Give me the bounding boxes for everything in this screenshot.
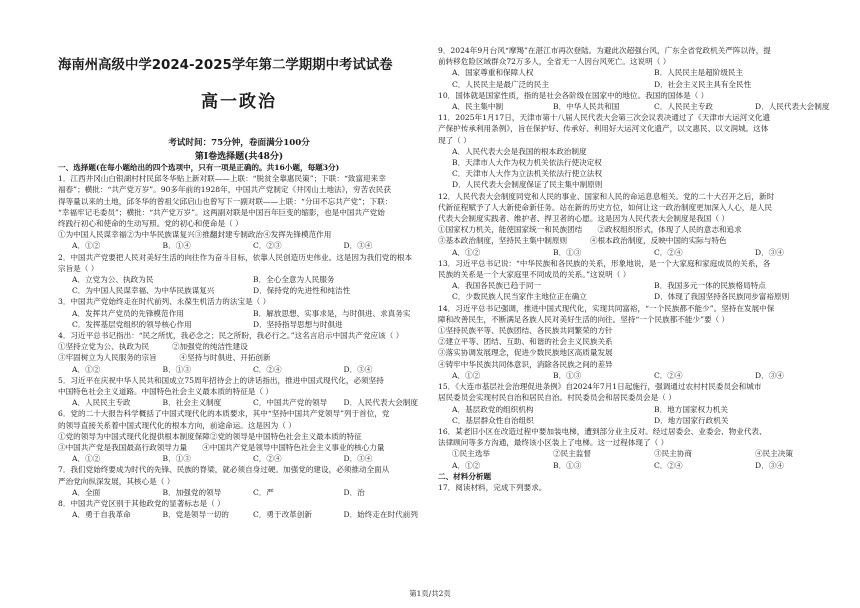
question-line: 民族的关系是一个大家庭里不同成员的关系。”这说明（ ） [438,270,631,280]
question-line: 的领导直接关系着中国式现代化的根本方向，前途命运。这是因为（ ） [58,420,296,430]
question-line: 产保护传承利用条例》，旨在保护好、传承好、利用好大运河文化遗产，以文惠民、以文润城。这体 [438,124,769,134]
answer-option: D．③④ [343,364,373,374]
question-line: 11．2025年1月17日，天津市第十八届人民代表大会第三次会议表决通过了《天津市大运河文化遗 [438,113,771,123]
question-line: 2．中国共产党要把人民对美好生活的向往作为奋斗目标，依靠人民创造历史伟业。这是因为我们党的根本 [58,252,413,262]
options-row [58,509,420,520]
answer-option: A．①② [452,460,481,470]
question-line: 终践行初心和使命的生动写照。党的初心和使命是（ ） [58,219,243,229]
options-row [438,67,842,89]
answer-option: A．基层政党的组织机构 [452,404,534,414]
answer-option: C．②④ [654,460,683,470]
question-line: 12．人民代表大会制度同党和人民的事业、国家和人民的命运息息相关。党的二十大召开之后，新时 [438,191,775,201]
answer-option: ③民主协商 [654,449,692,459]
answer-option: D．③④ [343,454,373,464]
question-line: 得等量以来的土地，邱冬华的曾祖父邱启山也曾写下一副对联——上联：“分田不忘共产党”；下联： [58,196,393,206]
answer-option: B．①③ [553,247,582,257]
part1-title: 第Ⅰ卷选择题(共48分) [194,152,284,162]
question-line: 中国特色社会主义道路。中国特色社会主义最本质的特征是（ ） [58,387,274,397]
answer-option: B．①③ [553,370,582,380]
question-block [58,375,420,409]
question-block [438,258,842,303]
question-block [438,112,842,190]
answer-option: A．①② [452,370,481,380]
answer-option: D．人民代表大会制度 [343,398,418,408]
answer-option: D．社会主义民主具有全民性 [654,79,752,89]
options-row [58,397,420,408]
question-line: 8．中国共产党区别于其他政党的显著标志是（ ） [58,499,225,509]
question-line: “幸福牢记毛委员”；横批：“共产党万岁”。这两副对联是中国百年巨变的缩影，也是中国共产党始 [58,207,385,217]
answer-option: A．民主集中制 [452,102,504,112]
question-line: 福春”；横批：“共产党万岁”。90多年前的1928年，中国共产党制定《井冈山土地法》，穷苦农民获 [58,185,391,195]
answer-option: C．人民民主专政 [654,102,713,112]
question-line: ③基本政治制度，坚持民主集中制原则 ④根本政治制度，反映中国的实际与特色 [438,236,727,246]
answer-option: A．①② [452,247,481,257]
answer-option: A．①② [72,241,101,251]
answer-option: A．①② [72,364,101,374]
question-line: 现了（ ） [438,135,471,145]
question-line: 居民委员会实现村民自治和居民自治。村民委员会和居民委员会是（ ） [438,393,676,403]
answer-option: D．坚持指导思想与时俱进 [253,319,343,329]
question-block [438,303,842,381]
answer-option: B．我国多元一体的民族格局特点 [654,281,766,291]
question-17-stem: 17．阅读材料，完成下列要求。 [438,482,547,492]
question-line: 14．习近平总书记强调，推进中国式现代化，实现共同富裕，“一个民族都不能少”。坚持在发展中保 [438,303,775,313]
question-block [438,426,842,460]
subject-title: 高一政治 [201,92,277,112]
answer-option: A．人民民主专政 [72,398,131,408]
answer-option: A．全面 [72,487,101,497]
answer-option: D．治 [343,487,365,497]
answer-option: ④民主决策 [755,449,793,459]
question-block [438,381,842,426]
section2-heading: 二、材料分析题 [438,471,492,481]
options-row [438,460,842,471]
options-row [438,370,842,381]
question-block [438,460,842,471]
answer-option: A．①② [72,454,101,464]
question-line: 10．国体就是国家性质，指的是社会各阶级在国家中的地位。我国的国体是（ ） [438,90,709,100]
question-line: ③落实协调发展理念，促进少数民族地区高质量发展 [438,348,613,358]
answer-option: B．①③ [162,454,191,464]
school-title: 海南州高级中学2024-2025学年第二学期期中考试试卷 [58,58,393,73]
answer-option: C．发挥基层党组织的领导核心作用 [72,319,192,329]
question-line: 宗旨是（ ） [58,263,99,273]
answer-option: C．②④ [253,364,282,374]
question-line: 15．《大连市基层社会治理促进条例》自2024年7月1日起施行，强调通过农村村民委员会和城市 [438,382,762,392]
question-line: 9．2024年9月台风“摩羯”在湛江市再次登陆。为避此次超强台风，广东全省党政机关严阵以待，提 [438,46,771,55]
answer-option: C．②④ [253,454,282,464]
question-block [438,45,842,90]
answer-option: A．发挥共产党员的先锋模范作用 [72,308,184,318]
options-row [438,280,842,302]
question-line: 16．某老旧小区在改造过程中要加装电梯，遭到部分业主反对。经过居委会、业委会、物业代表、 [438,426,767,436]
answer-option: B．解放思想、实事求是，与时俱进、求真务实 [253,308,411,318]
answer-option: B．党是领导一切的 [162,510,229,520]
answer-option: ①民主选举 [452,449,490,459]
answer-option: C．②③ [253,241,282,251]
exam-info: 考试时间：75分钟，卷面满分100分 [168,138,310,148]
question-line: 7．我们党始终要成为时代的先锋、民族的脊梁，就必须自身过硬。加强党的建设，必须推动全面从 [58,465,390,475]
question-line: ③中国共产党是我国最高行政领导力量 ④中国共产党是领导中国特色社会主义事业的核心力量 [58,443,385,453]
answer-option: B．加强党的领导 [162,487,222,497]
answer-option: ②民主监督 [553,449,591,459]
question-line: 6．党的二十大报告科学概括了中国式现代化的本质要求，其中“坚持中国共产党领导”列于首位，党 [58,409,390,419]
options-row [438,404,842,426]
question-block [58,296,420,330]
answer-option: C．严 [253,487,274,497]
question-list-left [58,173,420,520]
question-line: 严治党向纵深发展，其核心是（ ） [58,476,175,486]
question-line: 代新征程赋予了人大新使命新任务。站在新的历史方位，如何让这一政治制度更加深入人心，是人民 [438,202,773,212]
options-row [438,448,842,459]
answer-option: B．①③ [162,364,191,374]
question-block [58,330,420,375]
options-row [58,240,420,251]
question-block [438,191,842,258]
question-line: 前转移危险区域群众72万多人，全省无一人因台风死亡。这说明（ ） [438,57,671,67]
answer-option: D．保持党的先进性和纯洁性 [253,286,351,296]
question-line: 1．江西井冈山白银湖村村民邱冬华贴上新对联——上联：“脱贫全靠惠民策”；下联：“致富迎来幸 [58,174,386,184]
answer-option: C．为中国人民谋幸福、为中华民族谋复兴 [72,286,215,296]
answer-option: B．天津市人大作为权力机关依法行使决定权 [452,158,602,168]
question-line: ③牢固树立为人民服务的宗旨 ④坚持与时俱进、开拓创新 [58,353,271,363]
answer-option: B．①③ [553,460,582,470]
question-block [58,498,420,520]
answer-option: D．始终走在时代前列 [343,510,418,520]
question-line: ④铸牢中华民族共同体意识，消除各民族之间的差异 [438,359,613,369]
answer-option: A．立党为公、执政为民 [72,275,154,285]
answer-option: B．全心全意为人民服务 [253,275,335,285]
question-line: ①党的领导为中国式现代化提供根本制度保障②党的领导是中国特色社会主义最本质的特征 [58,431,362,441]
section1-heading: 一、选择题(在每小题给出的四个选项中，只有一项是正确的。共16小题，每题3分) [58,163,340,172]
answer-option: D．地方国家行政机关 [654,415,729,425]
question-line: 3．中国共产党始终走在时代前列、永葆生机活力的法宝是（ ） [58,297,271,307]
question-block [58,252,420,297]
right-column [430,0,860,608]
answer-option: D．体现了我国坚持各民族同步富裕原则 [654,292,790,302]
question-line: 4．习近平总书记指出：“民之所忧，我必念之；民之所盼，我必行之。”这名言启示中国共产党应该（ ） [58,331,404,341]
answer-option: C．勇于改革创新 [253,510,312,520]
answer-option: C．②④ [654,247,683,257]
question-block [438,90,842,112]
answer-option: C．基层群众性自治组织 [452,415,534,425]
answer-option: D．③④ [755,247,784,257]
answer-option: C．少数民族人民当家作主地位正在确立 [452,292,587,302]
question-line: ①坚持民族平等、民族团结、各民族共同繁荣的方针 [438,326,613,336]
question-block [58,408,420,464]
options-row [438,101,842,112]
question-block [58,173,420,251]
answer-option: B．①④ [162,241,191,251]
question-line: ①坚持立党为公、执政为民 ②加强党的纯洁性建设 [58,342,248,352]
answer-option: B．地方国家权力机关 [654,404,728,414]
answer-option: B．人民民主是超阶级民主 [654,68,744,78]
question-line: ①国家权力机关，能使国家统一和民族团结 ②政权组织形式，体现了人民的意志和追求 [438,225,742,235]
question-line: ②建立平等、团结、互助、和谐的社会主义民族关系 [438,337,613,347]
answer-option: D．人民代表大会制度 [755,102,830,112]
answer-option: A．人民代表大会是我国的根本政治制度 [452,146,587,156]
answer-option: B．社会主义制度 [162,398,222,408]
question-line: ①为中国人民谋幸福②为中华民族谋复兴③推翻封建专制政治④发挥先锋模范作用 [58,230,332,240]
question-line: 5．习近平在庆祝中华人民共和国成立75周年招待会上的讲话指出，推进中国式现代化，必须坚持 [58,375,384,385]
options-row [58,487,420,498]
options-row [58,308,420,330]
answer-option: D．人民代表大会制度保证了民主集中制原则 [452,180,603,190]
answer-option: C．②④ [654,370,683,380]
answer-option: C．天津市人大作为立法机关依法行使立法权 [452,169,603,179]
answer-option: D．③④ [755,370,784,380]
question-line: 13．习近平总书记说：“中华民族和各民族的关系，形象地说，是一个大家庭和家庭成员的关系，各 [438,258,771,268]
answer-option: A．勇于自我革命 [72,510,131,520]
options-row [58,274,420,296]
answer-option: C．人民民主是最广泛的民主 [452,79,549,89]
answer-option: B．中华人民共和国 [553,102,620,112]
question-line: 代表大会制度实践者、维护者、捍卫者的心愿。这是因为人民代表大会制度是我国（ ） [438,214,729,224]
answer-option: A．国家尊重和保障人权 [452,68,534,78]
answer-option: D．③④ [755,460,784,470]
page-number: 第1页/共2页 [409,589,451,598]
question-line: 障和改善民生，不断满足各族人民对美好生活的向往。坚持“一个民族都不能少”要（ ） [438,314,730,324]
question-line: 法律顾问等多方沟通，最终该小区装上了电梯。这一过程体现了（ ） [438,438,669,448]
options-row [58,364,420,375]
options-row [438,146,842,191]
answer-option: D．③④ [343,241,373,251]
question-list-right [438,45,842,471]
options-row [58,453,420,464]
options-row [438,247,842,258]
answer-option: A．我国各民族已趋于同一 [452,281,542,291]
answer-option: C．中国共产党的领导 [253,398,328,408]
question-block [58,464,420,498]
